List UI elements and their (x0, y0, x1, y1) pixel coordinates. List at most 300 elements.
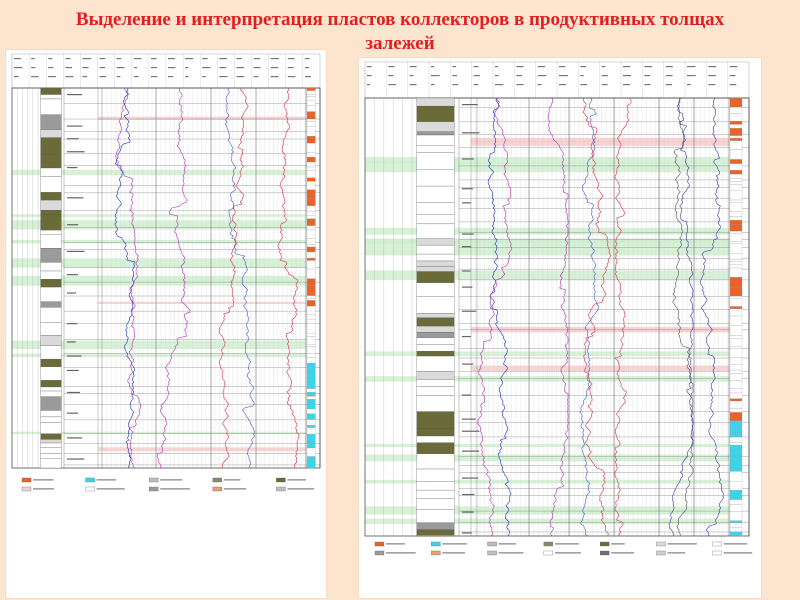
interpretation-cell (730, 220, 742, 224)
header-label-mark (666, 84, 672, 85)
lithology-block (417, 254, 455, 261)
lithology-block (41, 434, 62, 440)
header-label-mark (516, 75, 522, 76)
interpretation-cell (730, 500, 742, 505)
interpretation-cell (307, 448, 315, 456)
interpretation-cell (730, 298, 742, 306)
lithology-block (417, 454, 455, 469)
header-label-mark (559, 84, 566, 85)
header-label-mark (623, 75, 631, 76)
depth-label-mark (462, 287, 472, 288)
header-label-mark (687, 84, 691, 85)
header-label-mark (687, 75, 696, 76)
lithology-block (417, 535, 455, 536)
interpretation-cell (730, 373, 742, 380)
interpretation-cell (730, 523, 742, 528)
interpretation-cell (307, 216, 315, 219)
legend-label-mark (555, 552, 581, 553)
interpretation-cell (307, 428, 315, 435)
header-label-mark (134, 76, 139, 77)
interpretation-cell (730, 381, 742, 389)
header-label-mark (185, 58, 193, 59)
lithology-block (417, 379, 455, 386)
lithology-block (41, 230, 62, 234)
header-label-mark (730, 84, 737, 85)
lithology-block (41, 346, 62, 359)
header-label-mark (100, 58, 106, 59)
lithology-block (41, 95, 62, 99)
well-log-sheet-right (359, 58, 761, 598)
header-label-mark (495, 75, 499, 76)
header-label-mark (410, 84, 417, 85)
depth-label-mark (67, 392, 80, 393)
depth-label-mark (67, 94, 82, 95)
legend-swatch (431, 542, 440, 546)
header-label-mark (516, 84, 523, 85)
legend-label-mark (224, 488, 246, 489)
interpretation-cell (730, 216, 742, 220)
interpretation-cell (730, 174, 742, 178)
interpretation-cell (730, 296, 742, 298)
legend-swatch (431, 551, 440, 555)
interpretation-cell (307, 389, 315, 393)
legend-label-mark (287, 479, 306, 480)
interpretation-cell (730, 244, 742, 254)
interpretation-cell (307, 456, 315, 461)
lithology-block (41, 154, 62, 168)
interpretation-cell (730, 481, 742, 490)
interpretation-cell (730, 138, 742, 140)
interpretation-cell (307, 97, 315, 100)
header-label-mark (117, 76, 121, 77)
header-label-mark (271, 67, 279, 68)
depth-label-mark (462, 270, 471, 271)
header-label-mark (288, 67, 294, 68)
header-label-mark (687, 66, 695, 67)
header-label-mark (452, 75, 457, 76)
header-label-mark (644, 75, 650, 76)
depth-label-mark (67, 151, 85, 152)
interpretation-cell (307, 286, 315, 293)
header-label-mark (431, 66, 434, 67)
interpretation-cell (730, 98, 742, 107)
interpretation-cell (307, 394, 315, 396)
header-label-mark (65, 58, 70, 59)
interpretation-cell (730, 128, 742, 135)
header-label-mark (367, 75, 372, 76)
header-label-mark (271, 76, 279, 77)
header-label-mark (151, 67, 157, 68)
interpretation-cell (307, 127, 315, 137)
interpretation-cell (307, 296, 315, 299)
depth-label-mark (67, 125, 82, 126)
header-label-mark (134, 67, 137, 68)
header-label-mark (730, 75, 736, 76)
lithology-block (41, 302, 62, 308)
lithology-block (41, 454, 62, 459)
header-label-mark (254, 76, 259, 77)
lithology-block (417, 412, 455, 429)
legend-swatch (276, 478, 285, 482)
interpretation-cell (730, 460, 742, 469)
legend-swatch (375, 542, 384, 546)
header-label-mark (48, 76, 56, 77)
interpretation-cell (307, 260, 315, 269)
lithology-block (41, 192, 62, 200)
interpretation-cell (730, 455, 742, 460)
interpretation-cell (730, 200, 742, 202)
legend-label-mark (97, 488, 125, 489)
legend-label-mark (287, 488, 314, 489)
interpretation-cell (730, 107, 742, 113)
interpretation-cell (307, 229, 315, 238)
lithology-block (417, 170, 455, 186)
lithology-block (41, 439, 62, 443)
depth-label-mark (462, 494, 474, 495)
header-label-mark (474, 75, 480, 76)
lithology-block (417, 523, 455, 530)
interpretation-cell (730, 471, 742, 481)
legend-label-mark (386, 543, 405, 544)
lithology-block (417, 122, 455, 132)
interpretation-cell (730, 179, 742, 182)
legend-label-mark (611, 543, 625, 544)
interpretation-cell (307, 239, 315, 245)
depth-label-mark (462, 246, 471, 247)
header-label-mark (388, 66, 394, 67)
lithology-block (41, 279, 62, 287)
interpretation-cell (307, 226, 315, 230)
legend-swatch (86, 478, 95, 482)
depth-label-mark (462, 478, 478, 479)
interpretation-cell (307, 358, 315, 363)
header-label-mark (288, 58, 295, 59)
lithology-block (417, 135, 455, 146)
header-label-mark (495, 84, 503, 85)
lithology-block (417, 146, 455, 153)
header-label-mark (48, 67, 53, 68)
header-label-mark (100, 76, 107, 77)
lithology-block (41, 397, 62, 411)
header-label-mark (367, 84, 370, 85)
interpretation-cell (307, 247, 315, 252)
header-label-mark (452, 84, 458, 85)
interpretation-cell (730, 358, 742, 364)
header-label-mark (431, 75, 440, 76)
interpretation-cell (307, 269, 315, 279)
legend-swatch (488, 551, 497, 555)
interpretation-cell (307, 167, 315, 171)
header-label-mark (236, 76, 244, 77)
legend-label-mark (160, 488, 190, 489)
interpretation-cell (307, 300, 315, 306)
header-label-mark (168, 58, 175, 59)
lithology-block (41, 262, 62, 271)
header-label-mark (495, 66, 498, 67)
header-label-mark (31, 67, 35, 68)
interpretation-cell (730, 149, 742, 159)
interpretation-cell (730, 253, 742, 259)
header-label-mark (82, 76, 87, 77)
interpretation-cell (307, 292, 315, 295)
interpretation-cell (307, 190, 315, 199)
lithology-block (41, 88, 62, 95)
interpretation-cell (730, 428, 742, 433)
depth-label-mark (67, 370, 79, 371)
lithology-block (417, 345, 455, 351)
header-label-mark (168, 67, 175, 68)
header-label-mark (559, 75, 568, 76)
depth-label-mark (462, 532, 472, 533)
depth-label-mark (67, 413, 78, 414)
interpretation-cell (730, 528, 742, 532)
header-label-mark (516, 66, 523, 67)
header-label-mark (538, 66, 545, 67)
lithology-block (41, 115, 62, 130)
header-label-mark (305, 58, 310, 59)
interpretation-cell (307, 336, 315, 344)
interpretation-cell (307, 353, 315, 358)
interpretation-cell (307, 258, 315, 260)
interpretation-cell (307, 320, 315, 324)
lithology-block (417, 429, 455, 437)
interpretation-cell (730, 409, 742, 413)
legend-swatch (276, 487, 285, 491)
depth-label-mark (67, 292, 76, 293)
legend-swatch (544, 542, 553, 546)
interpretation-cell (730, 262, 742, 265)
lithology-block (417, 499, 455, 510)
lithology-block (417, 132, 455, 135)
header-label-mark (168, 76, 173, 77)
interpretation-cell (307, 314, 315, 319)
lithology-block (41, 176, 62, 192)
interpretation-cell (307, 152, 315, 157)
depth-label-mark (67, 167, 77, 168)
lithology-block (41, 248, 62, 262)
legend-label-mark (611, 552, 634, 553)
header-label-mark (431, 84, 435, 85)
interpretation-cell (730, 113, 742, 121)
header-label-mark (271, 58, 279, 59)
lithology-block (417, 436, 455, 443)
interpretation-cell (730, 309, 742, 316)
header-label-mark (14, 67, 22, 68)
oil-band (98, 447, 306, 451)
lithology-block (41, 367, 62, 381)
slide-title: Выделение и интерпретация пластов коллекторов в продуктивных толщах залежей (75, 9, 725, 54)
depth-label-mark (462, 419, 476, 420)
header-label-mark (117, 58, 122, 59)
depth-label-mark (67, 341, 76, 342)
header-label-mark (65, 76, 73, 77)
interpretation-cell (730, 399, 742, 401)
header-label-mark (580, 84, 587, 85)
lithology-block (417, 214, 455, 224)
header-label-mark (31, 58, 35, 59)
header-label-mark (288, 76, 295, 77)
lithology-block (417, 224, 455, 239)
legend-label-mark (386, 552, 416, 553)
header-label-mark (236, 67, 244, 68)
header-label-mark (730, 66, 738, 67)
header-label-mark (65, 67, 72, 68)
interpretation-cell (730, 421, 742, 428)
lithology-block (417, 318, 455, 326)
interpretation-cell (730, 268, 742, 277)
header-label-mark (602, 84, 608, 85)
interpretation-cell (307, 178, 315, 182)
depth-label-mark (67, 138, 79, 139)
depth-label-mark (462, 188, 473, 189)
lithology-block (41, 380, 62, 387)
depth-label-mark (462, 431, 479, 432)
depth-label-mark (67, 458, 84, 459)
lithology-block (417, 371, 455, 379)
interpretation-cell (307, 100, 315, 105)
legend-label-mark (97, 479, 116, 480)
interpretation-cell (730, 277, 742, 287)
oil-band (98, 117, 306, 120)
lithology-block (417, 338, 455, 345)
interpretation-cell (730, 521, 742, 523)
header-label-mark (117, 67, 125, 68)
depth-label-mark (462, 451, 479, 452)
interpretation-cell (730, 231, 742, 234)
header-label-mark (82, 58, 91, 59)
lithology-block (41, 443, 62, 447)
oil-band (98, 302, 306, 304)
header-label-mark (452, 66, 456, 67)
interpretation-cell (730, 442, 742, 445)
header-label-mark (236, 58, 241, 59)
header-label-mark (134, 58, 142, 59)
interpretation-cell (307, 392, 315, 394)
depth-label-mark (67, 323, 77, 324)
interpretation-cell (307, 333, 315, 336)
interpretation-cell (307, 171, 315, 178)
interpretation-cell (307, 425, 315, 427)
legend-label-mark (160, 479, 182, 480)
header-label-mark (708, 84, 715, 85)
interpretation-cell (730, 265, 742, 268)
interpretation-cell (730, 347, 742, 349)
lithology-block (417, 261, 455, 267)
legend-swatch (22, 487, 31, 491)
legend-label-mark (33, 488, 54, 489)
interpretation-cell (730, 164, 742, 171)
header-label-mark (644, 84, 650, 85)
lithology-block (417, 98, 455, 106)
header-label-mark (100, 67, 106, 68)
interpretation-cell (307, 347, 315, 353)
lithology-block (41, 387, 62, 391)
lithology-block (41, 422, 62, 433)
header-label-mark (48, 58, 52, 59)
header-label-mark (410, 75, 414, 76)
header-label-mark (185, 67, 188, 68)
interpretation-cell (730, 364, 742, 370)
lithology-block (417, 106, 455, 122)
header-label-mark (666, 75, 673, 76)
legend-label-mark (442, 552, 465, 553)
depth-label-mark (462, 364, 473, 365)
lithology-block (417, 443, 455, 454)
lithology-block (41, 410, 62, 416)
header-label-mark (31, 76, 39, 77)
lithology-block (417, 186, 455, 203)
interpretation-cell (307, 206, 315, 212)
oil-band (471, 138, 729, 142)
lithology-block (417, 490, 455, 499)
lithology-block (41, 287, 62, 302)
depth-label-mark (462, 234, 474, 235)
lithology-block (41, 200, 62, 210)
interpretation-cell (730, 170, 742, 174)
interpretation-cell (730, 401, 742, 409)
interpretation-cell (730, 212, 742, 217)
lithology-block (417, 283, 455, 297)
depth-label-mark (67, 224, 78, 225)
interpretation-cell (730, 316, 742, 326)
legend-swatch (600, 551, 609, 555)
header-label-mark (474, 84, 479, 85)
lithology-block (417, 510, 455, 523)
legend-swatch (86, 487, 95, 491)
interpretation-cell (307, 212, 315, 216)
header-label-mark (666, 66, 673, 67)
legend-swatch (544, 551, 553, 555)
legend-swatch (213, 478, 222, 482)
header-label-mark (151, 76, 158, 77)
lithology-block (417, 326, 455, 332)
interpretation-cell (307, 306, 315, 314)
lithology-block (41, 335, 62, 345)
depth-label-mark (462, 511, 474, 512)
legend-label-mark (724, 552, 752, 553)
lithology-block (41, 458, 62, 468)
header-label-mark (202, 76, 206, 77)
header-label-mark (254, 58, 261, 59)
interpretation-cell (730, 505, 742, 512)
interpretation-cell (730, 490, 742, 499)
lithology-block (41, 210, 62, 214)
header-label-mark (14, 76, 19, 77)
header-label-mark (14, 58, 21, 59)
interpretation-cell (730, 432, 742, 437)
oil-band (471, 366, 729, 371)
interpretation-cell (730, 393, 742, 399)
interpretation-cell (307, 143, 315, 152)
interpretation-cell (730, 469, 742, 472)
header-label-mark (708, 66, 716, 67)
lithology-block (417, 267, 455, 272)
header-label-mark (185, 76, 188, 77)
well-log-panel-left (6, 50, 326, 598)
depth-label-mark (462, 395, 471, 396)
header-label-mark (388, 84, 396, 85)
header-label-mark (151, 58, 157, 59)
lithology-block (417, 272, 455, 283)
depth-label-mark (67, 437, 82, 438)
interpretation-cell (730, 388, 742, 393)
lithology-block (417, 297, 455, 314)
interpretation-cell (307, 382, 315, 389)
lithology-block (41, 307, 62, 322)
lithology-block (41, 323, 62, 336)
lithology-block (41, 138, 62, 155)
depth-label-mark (462, 336, 471, 337)
